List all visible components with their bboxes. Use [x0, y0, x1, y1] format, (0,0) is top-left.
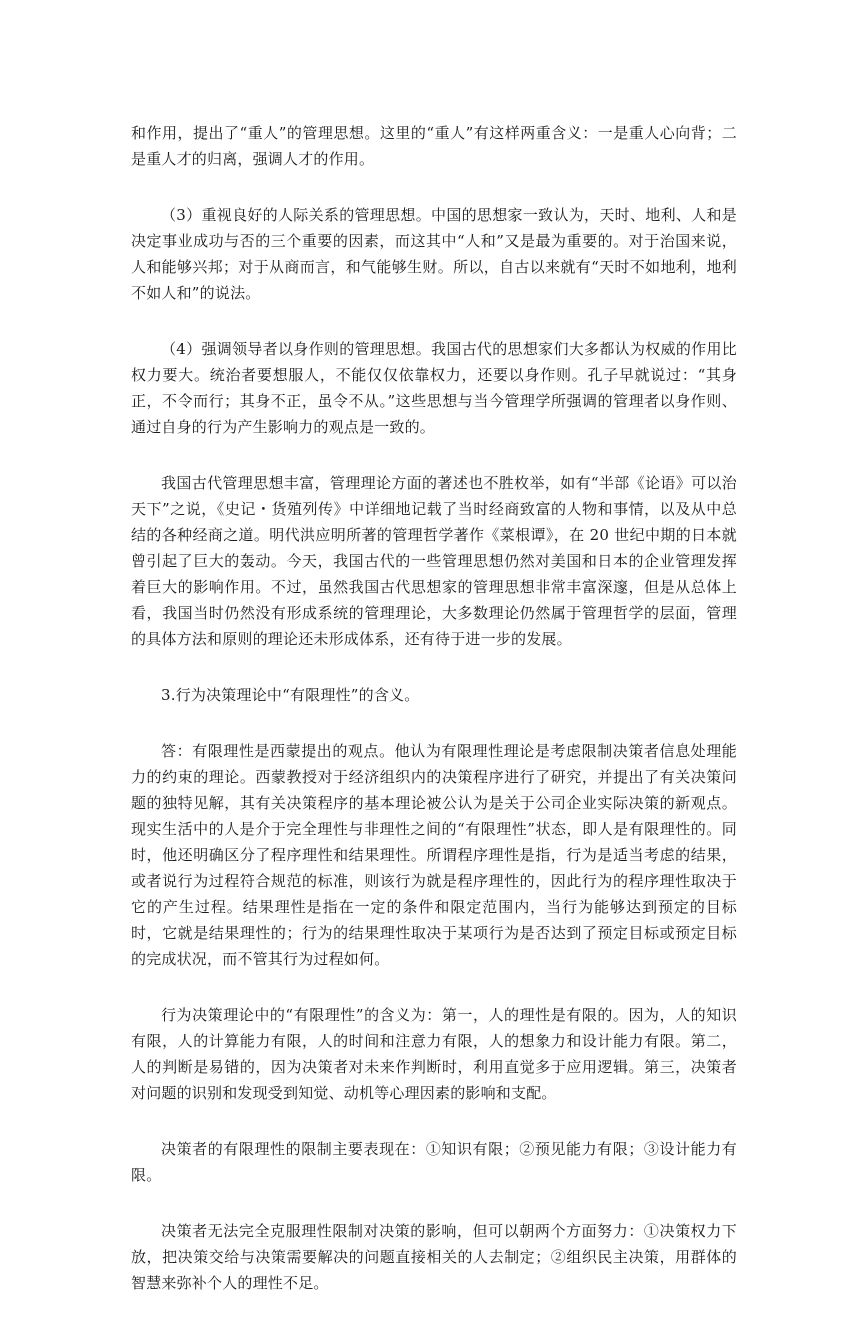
- paragraph-rationality-limits: 决策者的有限理性的限制主要表现在：①知识有限；②预见能力有限；③设计能力有限。: [131, 1140, 737, 1184]
- document-page: [131, 120, 737, 1326]
- paragraph-overcoming-limits: 决策者无法完全克服理性限制对决策的影响，但可以朝两个方面努力：①决策权力下放，把决策交给与决策需要解决的问题直接相关的人去制定；②组织民主决策，用群体的智慧来弥补个人的理性不足。: [131, 1222, 737, 1292]
- paragraph-continuation: 和作用，提出了“重人”的管理思想。这里的“重人”有这样两重含义：一是重人心向背；二是重人才的归离，强调人才的作用。: [131, 124, 737, 168]
- paragraph-ancient-management-summary: 我国古代管理思想丰富，管理理论方面的著述也不胜枚举，如有“半部《论语》可以治天下”之说，《史记・货殖列传》中详细地记载了当时经商致富的人物和事情，以及从中总结的各种经商之道。明代洪应明所著的管理哲学著作《菜根谭》，在 20 世纪中期的日本就曾引起了巨大的轰动。今天，我国古代的一些管理思想仍然对美国和日本的企业管理发挥着巨大的影响作用。不过，虽然我国古代思想家的管理思想非常丰富深邃，但是从总体上看，我国当时仍然没有形成系统的管理理论，大多数理论仍然属于管理哲学的层面，管理的具体方法和原则的理论还未形成体系，还有待于进一步的发展。: [131, 474, 737, 648]
- paragraph-bounded-rationality-meaning: 行为决策理论中的“有限理性”的含义为：第一，人的理性是有限的。因为，人的知识有限，人的计算能力有限，人的时间和注意力有限，人的想象力和设计能力有限。第二，人的判断是易错的，因为决策者对未来作判断时，利用直觉多于应用逻辑。第三，决策者对问题的识别和发现受到知觉、动机等心理因素的影响和支配。: [131, 1006, 737, 1102]
- paragraph-interpersonal-relations: （3）重视良好的人际关系的管理思想。中国的思想家一致认为，天时、地利、人和是决定事业成功与否的三个重要的因素，而这其中“人和”又是最为重要的。对于治国来说，人和能够兴邦；对于从商而言，和气能够生财。所以，自古以来就有“天时不如地利，地利不如人和”的说法。: [131, 206, 737, 302]
- question-heading: 3.行为决策理论中“有限理性”的含义。: [161, 686, 420, 704]
- paragraph-answer-bounded-rationality: 答：有限理性是西蒙提出的观点。他认为有限理性理论是考虑限制决策者信息处理能力的约束的理论。西蒙教授对于经济组织内的决策程序进行了研究，并提出了有关决策问题的独特见解，其有关决策程序的基本理论被公认为是关于公司企业实际决策的新观点。现实生活中的人是介于完全理性与非理性之间的“有限理性”状态，即人是有限理性的。同时，他还明确区分了程序理性和结果理性。所谓程序理性是指，行为是适当考虑的结果，或者说行为过程符合规范的标准，则该行为就是程序理性的，因此行为的程序理性取决于它的产生过程。结果理性是指在一定的条件和限定范围内，当行为能够达到预定的目标时，它就是结果理性的；行为的结果理性取决于某项行为是否达到了预定目标或预定目标的完成状况，而不管其行为过程如何。: [131, 742, 737, 968]
- paragraph-leader-example: （4）强调领导者以身作则的管理思想。我国古代的思想家们大多都认为权威的作用比权力要大。统治者要想服人，不能仅仅依靠权力，还要以身作则。孔子早就说过：“其身正，不令而行；其身不正，虽令不从。”这些思想与当今管理学所强调的管理者以身作则、通过自身的行为产生影响力的观点是一致的。: [131, 340, 737, 436]
